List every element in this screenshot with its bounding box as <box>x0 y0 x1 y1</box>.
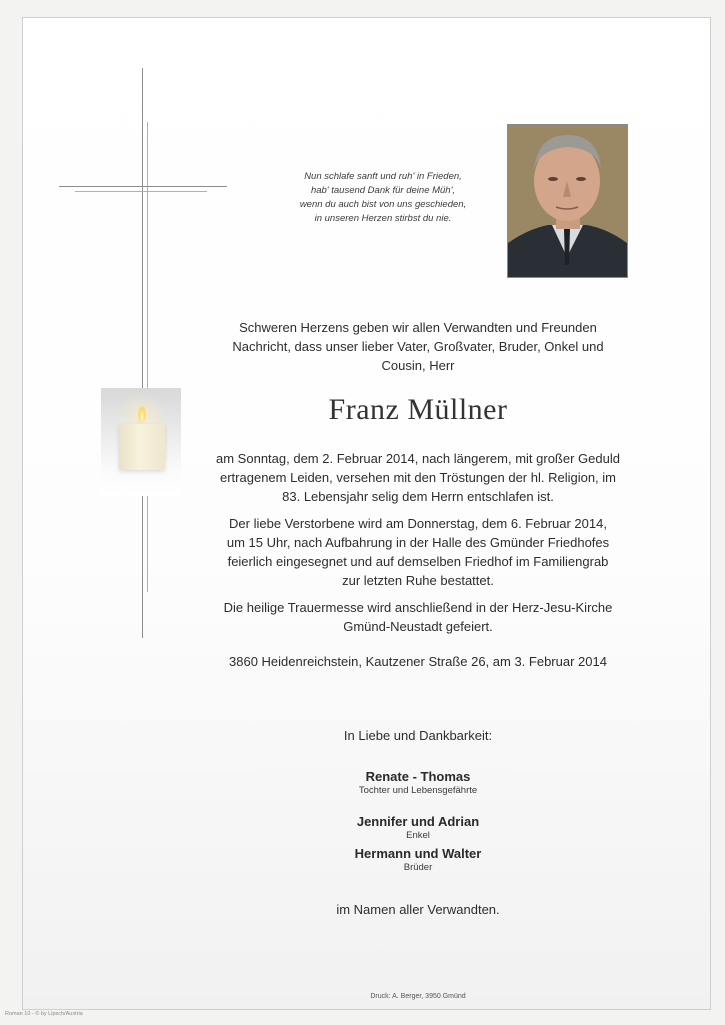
cross-vertical-line <box>142 68 143 638</box>
candle-flame-icon <box>138 406 146 422</box>
portrait-illustration <box>508 125 627 277</box>
place-date-line: 3860 Heidenreichstein, Kautzener Straße 26, am 3. Februar 2014 <box>229 654 607 669</box>
print-credit: Druck: A. Berger, 3950 Gmünd <box>370 993 466 1000</box>
announcement-intro <box>213 318 623 375</box>
template-code: Roman 10 - © by Lipsch/Austria <box>5 1011 83 1017</box>
poem-line: hab' tausend Dank für deine Müh', <box>310 185 456 196</box>
closing-phrase: In Liebe und Dankbarkeit: <box>343 728 493 743</box>
cross-vertical-line <box>147 122 148 592</box>
obituary-sheet <box>22 17 711 1010</box>
paragraph-line: 83. Lebensjahr selig dem Herrn entschlafen ist. <box>282 489 554 504</box>
paragraph-line: feierlich eingesegnet und auf demselben Friedhof im Familiengrab <box>227 554 609 569</box>
family-entry <box>213 846 623 874</box>
paragraph-line: Gmünd-Neustadt gefeiert. <box>343 619 493 634</box>
death-notice-paragraph <box>193 449 643 506</box>
memorial-poem <box>273 170 493 226</box>
mass-paragraph <box>193 598 643 636</box>
funeral-details-paragraph <box>193 514 643 590</box>
portrait-photo <box>507 124 628 278</box>
intro-line: Nachricht, dass unser lieber Vater, Großvater, Bruder, Onkel und <box>232 339 604 354</box>
cross-horizontal-line <box>75 191 207 192</box>
family-entry <box>213 769 623 797</box>
paragraph-line: Der liebe Verstorbene wird am Donnerstag, dem 6. Februar 2014, <box>229 516 607 531</box>
paragraph-line: Die heilige Trauermesse wird anschließend in der Herz-Jesu-Kirche <box>223 600 613 615</box>
paragraph-line: zur letzten Ruhe bestattet. <box>342 573 494 588</box>
deceased-name: Franz Müllner <box>328 393 508 426</box>
poem-line: in unseren Herzen stirbst du nie. <box>314 213 452 224</box>
family-entry <box>213 814 623 842</box>
candle-body <box>119 424 165 470</box>
candle-image <box>101 388 181 496</box>
poem-line: Nun schlafe sanft und ruh' in Frieden, <box>304 171 462 182</box>
paragraph-line: ertragenem Leiden, versehen mit den Tröstungen der hl. Religion, im <box>220 470 616 485</box>
family-names: Renate - Thomas <box>365 769 471 784</box>
relatives-line: im Namen aller Verwandten. <box>336 902 500 917</box>
family-names: Hermann und Walter <box>354 846 482 861</box>
intro-line: Schweren Herzens geben wir allen Verwandten und Freunden <box>239 320 597 335</box>
cross-horizontal-line <box>59 186 227 187</box>
place-and-date <box>193 652 643 671</box>
paragraph-line: am Sonntag, dem 2. Februar 2014, nach längerem, mit großer Geduld <box>216 451 620 466</box>
family-names: Jennifer und Adrian <box>356 814 480 829</box>
paragraph-line: um 15 Uhr, nach Aufbahrung in der Halle des Gmünder Friedhofes <box>226 535 610 550</box>
poem-line: wenn du auch bist von uns geschieden, <box>299 199 467 210</box>
family-relation: Enkel <box>406 830 430 841</box>
family-relation: Tochter und Lebensgefährte <box>358 785 478 796</box>
intro-line: Cousin, Herr <box>381 358 455 373</box>
family-relation: Brüder <box>403 862 433 873</box>
